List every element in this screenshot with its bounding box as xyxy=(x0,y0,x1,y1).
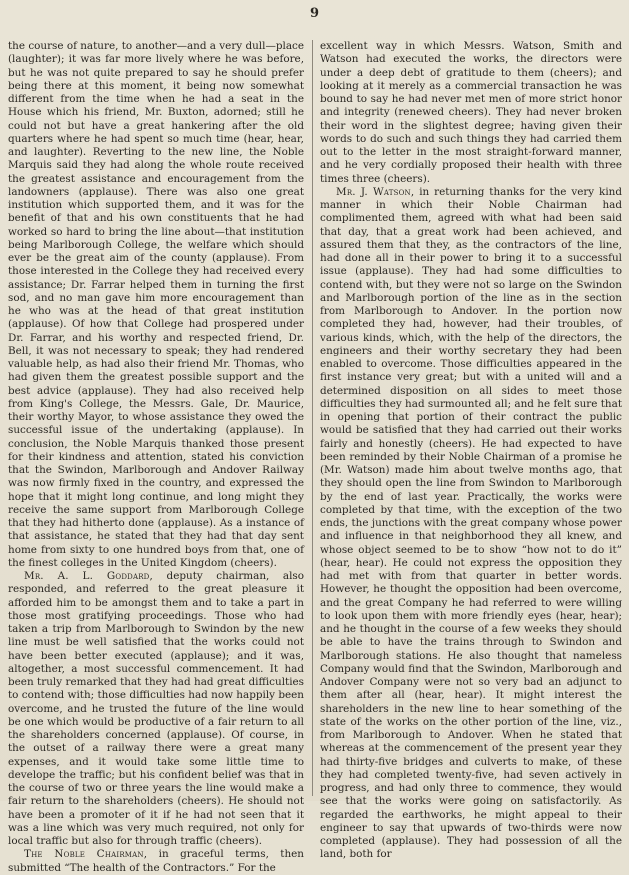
paragraph-text: in graceful terms, then submitted “The health of the Contractors.” For the xyxy=(8,848,304,874)
paragraph xyxy=(8,848,304,875)
paragraph xyxy=(8,570,304,848)
paragraph xyxy=(320,40,622,186)
page-number: 9 xyxy=(309,6,320,21)
speaker-name: Mr. J. Watson, xyxy=(336,185,415,198)
speaker-name: Mr. A. L. Goddard, xyxy=(24,570,153,582)
right-column xyxy=(320,40,622,861)
paragraph-text: excellent way in which Messrs. Watson, Smith and Watson had executed the works, the directors were under a deep debt of gratitude to them (cheers); and looking at it merely as a commercial transaction he was bound to say he had never met men of more strict honor and integrity (renewed cheers). They had never broken their word in the slightest degree; having given their words to do such and such things they had carried them out to the letter in the most straight-forward manner, and he very cordially proposed their health with three times three (cheers). xyxy=(320,40,622,185)
paragraph-text: deputy chairman, also responded, and referred to the great pleasure it afforded him to be amongst them and to take a part in those most gratifying proceedings. Those who had taken a trip from Marlborough to Swindon by the new line must be well satisfied that the works could not have been better executed (applause); and it was, altogether, a most successful commencement. It had been truly remarked that they had had great difficulties to contend with; those difficulties had now happily been overcome, and he trusted the future of the line would be one which would be productive of a fair return to all the shareholders concerned (applause). Of course, in the outset of a railway there were a great many expenses, and it would take some little time to develope the traffic; but his confident belief was that in the course of two or three years the line would make a fair return to the shareholders (cheers). He should not have been a promoter of it if he had not seen that it was a line which was very much required, not only for local traffic but also for through traffic (cheers). xyxy=(8,570,304,847)
paragraph xyxy=(320,186,622,862)
column-divider xyxy=(312,40,313,796)
paragraph-text: in returning thanks for the very kind manner in which their Noble Chairman had complimented them, agreed with what had been said that day, that a great work had been achieved, and assured them that they, as the contractors of the line, had done all in their power to bring it to a successful issue (applause). They had had some difficulties to contend with, but they were not so large on the Swindon and Marlborough portion of the line as in the section from Marlborough to Andover. In the portion now completed they had, however, had their troubles, of various kinds, which, with the help of the directors, the engineers and their worthy secretary they had been enabled to overcome. Those difficulties appeared in the first instance very great; but with a united will and a determined disposition on all sides to meet those difficulties they had surmounted all; and he felt sure that in opening that portion of their contract the public would be satisfied that they had carried out their works fairly and honestly (cheers). He had expected to have been reminded by their Noble Chairman of a promise he (Mr. Watson) made him about twelve months ago, that they should open the line from Swindon to Marlborough by the end of last year. Practically, the works were completed by that time, with the exception of the two ends, the junctions with the great company whose power and influence in that neighborhood they all knew, and whose object seemed to be to show “how not to do it” (hear, hear). He could not express the opposition they had met with from that quarter in better words. However, he thought the opposition had been overcome, and the great Company he had referred to were willing to look upon them with more friendly eyes (hear, hear); and he thought in the course of a few weeks they should be able to have the trains through to Swindon and Marlborough stations. He also thought that nameless Company would find that the Swindon, Marlborough and Andover Company were not so very bad an adjunct to them after all (hear, hear). It might interest the shareholders in the new line to hear something of the state of the works on the other portion of the line, viz., from Marlborough to Andover. When he stated that whereas at the commencement of the present year they had thirty-five bridges and culverts to make, of these they had completed twenty-five, had seven actively in progress, and had only three to commence, they would see that the works were going on satisfactorily. As regarded the earthworks, he might appeal to their engineer to say that upwards of two-thirds were now completed (applause). They had possession of all the land, both for xyxy=(320,185,622,861)
paragraph-text: the course of nature, to another—and a very dull—place (laughter); it was far more lively where he was before, but he was not quite prepared to say he should prefer being there at this moment, it being now somewhat different from the time when he had a seat in the House which his friend, Mr. Buxton, adorned; still he could not but have a great hankering after the old quarters where he had spent so much time (hear, hear, and laughter). Reverting to the new line, the Noble Marquis said they had along the whole route received the greatest assistance and encouragement from the landowners (applause). There was also one great institution which supported them, and it was for the benefit of that and his own constituents that he had worked so hard to bring the line about—that institution being Marlborough College, the welfare which should ever be the great aim of the county (applause). From those interested in the College they had received every assistance; Dr. Farrar helped them in turning the first sod, and no man gave him more encouragement than he who was at the head of that great institution (applause). Of how that College had prospered under Dr. Farrar, and his worthy and respected friend, Dr. Bell, it was not necessary to speak; they had rendered valuable help, as had also their friend Mr. Thomas, who had given them the greatest possible support and the best advice (applause). They had also received help from King's College, the Messrs. Gale, Dr. Maurice, their worthy Mayor, to whose assistance they owed the successful issue of the undertaking (applause). In conclusion, the Noble Marquis thanked those present for their kindness and attention, stated his conviction that the Swindon, Marlborough and Andover Railway was now firmly fixed in the country, and expressed the hope that it might long continue, and long might they receive the same support from Marlborough College that they had hitherto done (applause). As a instance of that assistance, he stated that they had that day sent home from sixty to one hundred boys from that, one of the finest colleges in the United Kingdom (cheers). xyxy=(8,40,304,569)
left-column xyxy=(8,40,304,874)
speaker-name: The Noble Chairman, xyxy=(24,848,148,861)
paragraph xyxy=(8,40,304,570)
